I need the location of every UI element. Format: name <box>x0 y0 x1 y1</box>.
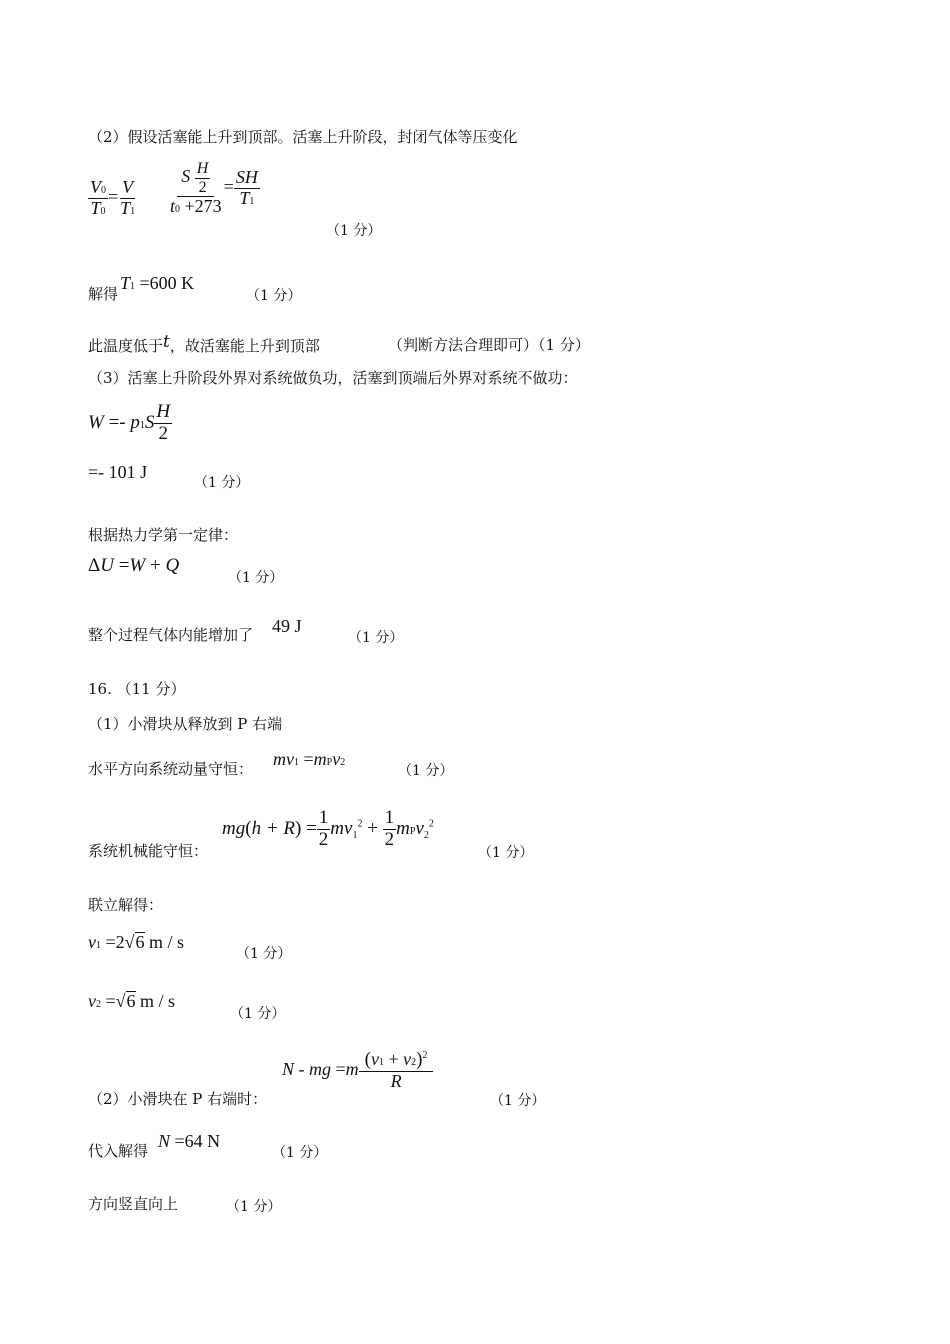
score-mark: （1 分） <box>194 475 250 491</box>
score-mark: （1 分） <box>490 1093 546 1109</box>
equation-work: W =- p1S $\frac{H}{2}$ <box>88 401 171 444</box>
score-mark: （1 分） <box>226 1199 282 1215</box>
equation-normal-force: N - mg =m $\frac{(v1 + v2)^2}{R}$ <box>282 1050 433 1092</box>
score-mark: （1 分） <box>398 763 454 779</box>
score-mark: （1 分） <box>272 1145 328 1161</box>
question-16-part1: （1）小滑块从释放到 P 右端 <box>88 715 283 733</box>
equation-isobaric: $\frac{V0}{T0}$ = $\frac{V}{T1}$ <box>90 177 136 218</box>
energy-label: 系统机械能守恒： <box>88 842 209 860</box>
score-mark: （1 分） <box>228 570 284 586</box>
equation-v2: v2 =√6 m / s <box>88 991 176 1011</box>
equation-N-result: N =64 N <box>158 1131 221 1151</box>
equation-first-law: ΔU =W + Q <box>88 555 180 576</box>
question-16-part2: （2）小滑块在 P 右端时： <box>88 1090 268 1108</box>
method-note: （判断方法合理即可）（1 分） <box>388 336 590 354</box>
score-mark: （1 分） <box>478 845 534 861</box>
equation-momentum: mv1 =mPv2 <box>273 749 346 769</box>
direction-text: 方向竖直向上 <box>88 1195 179 1213</box>
score-mark: （1 分） <box>236 946 292 962</box>
question-16-header: 16. （11 分） <box>88 680 186 698</box>
joint-solve-label: 联立解得： <box>88 896 164 914</box>
equation-v1: v1 =2√6 m / s <box>88 932 185 952</box>
equation-T1: T1 =600 K <box>120 273 195 293</box>
equation-energy: mg(h + R) = $\frac{1}{2}$ $mv_1^2$ + $\frac{1}{2}$ mPv$_2^2$ <box>222 807 434 850</box>
part3-title: （3）活塞上升阶段外界对系统做负功，活塞到顶端后外界对系统不做功： <box>88 369 578 387</box>
internal-energy-label: 整个过程气体内能增加了 <box>88 626 254 644</box>
score-mark: （1 分） <box>326 223 382 239</box>
equation-work-value: =- 101 J <box>88 462 148 482</box>
part2-title: （2）假设活塞能上升到顶部。活塞上升阶段，封闭气体等压变化 <box>88 128 518 146</box>
score-mark: （1 分） <box>246 288 302 304</box>
internal-energy-value: 49 J <box>272 616 302 636</box>
momentum-label: 水平方向系统动量守恒： <box>88 760 254 778</box>
first-law-label: 根据热力学第一定律： <box>88 526 239 544</box>
substitute-label: 代入解得 <box>88 1142 149 1160</box>
solve-label: 解得 <box>88 285 119 303</box>
equation-isobaric-right: S $\frac{H}{2}$ t0 +273 = $\frac{SH}{T1}$ <box>170 160 258 217</box>
score-mark: （1 分） <box>230 1006 286 1022</box>
temperature-conclusion: 此温度低于t，故活塞能上升到顶部 <box>88 332 320 355</box>
score-mark: （1 分） <box>348 630 404 646</box>
